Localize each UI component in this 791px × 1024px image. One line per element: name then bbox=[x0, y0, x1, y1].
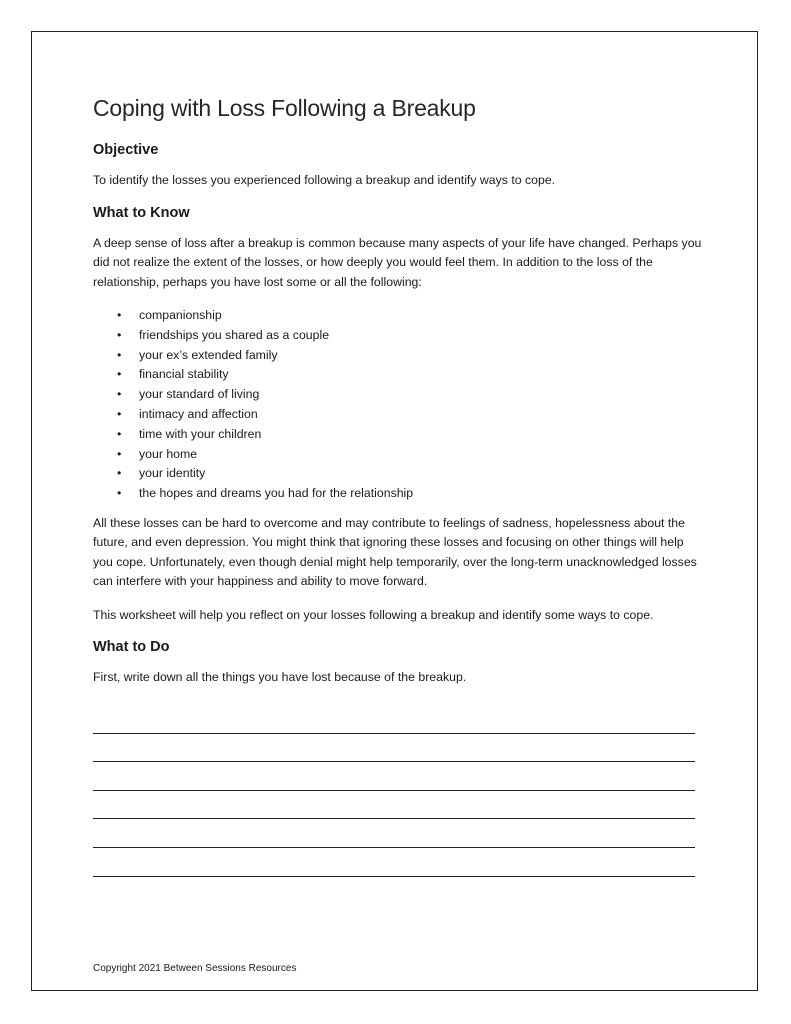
bullet-icon: • bbox=[117, 426, 122, 441]
write-line-4[interactable] bbox=[93, 791, 695, 820]
list-item: • your home bbox=[93, 445, 703, 465]
write-line-5[interactable] bbox=[93, 819, 695, 848]
bullet-icon: • bbox=[117, 406, 122, 421]
write-line-1[interactable] bbox=[93, 705, 695, 734]
what-to-know-intro: A deep sense of loss after a breakup is common because many aspects of your life have changed. Perhaps you did not realize the extent of the losses, or how deeply you would feel them. In addition to the loss of the relationship, perhaps you have lost some or all the following: bbox=[93, 235, 702, 289]
bullet-icon: • bbox=[117, 387, 122, 402]
list-item: • your identity bbox=[93, 464, 703, 484]
page-title: Coping with Loss Following a Breakup bbox=[93, 95, 476, 121]
list-item: • your standard of living bbox=[93, 385, 703, 405]
bullet-icon: • bbox=[117, 347, 122, 362]
list-item: • friendships you shared as a couple bbox=[93, 326, 703, 346]
bullet-icon: • bbox=[117, 367, 122, 382]
what-to-know-paragraph-3: This worksheet will help you reflect on your losses following a breakup and identify some ways to cope. bbox=[93, 607, 654, 622]
write-line-6[interactable] bbox=[93, 848, 695, 877]
bullet-icon: • bbox=[117, 308, 122, 322]
list-item: • your ex’s extended family bbox=[93, 346, 703, 366]
worksheet-content bbox=[93, 95, 703, 877]
list-item: • intimacy and affection bbox=[93, 405, 703, 425]
loss-list bbox=[93, 306, 703, 504]
write-line-3[interactable] bbox=[93, 762, 695, 791]
objective-heading: Objective bbox=[93, 142, 159, 158]
bullet-icon: • bbox=[117, 446, 122, 461]
list-item: • companionship bbox=[93, 306, 703, 326]
write-lines bbox=[93, 705, 703, 877]
bullet-icon: • bbox=[117, 486, 122, 501]
list-item: • financial stability bbox=[93, 365, 703, 385]
what-to-know-paragraph-2: All these losses can be hard to overcome and may contribute to feelings of sadness, hopelessness about the future, and even depression. You might think that ignoring these losses and focusing on other things will help you cope. Unfortunately, even though denial might help temporarily, over the long-term unacknowledged losses can interfere with your happiness and ability to move forward. bbox=[93, 515, 697, 589]
write-line-2[interactable] bbox=[93, 734, 695, 763]
list-item: • time with your children bbox=[93, 425, 703, 445]
list-item: • the hopes and dreams you had for the relationship bbox=[93, 484, 703, 504]
copyright-footer: Copyright 2021 Between Sessions Resources bbox=[93, 963, 297, 974]
bullet-icon: • bbox=[117, 466, 122, 481]
objective-text: To identify the losses you experienced following a breakup and identify ways to cope. bbox=[93, 173, 556, 187]
what-to-know-heading: What to Know bbox=[93, 204, 190, 221]
bullet-icon: • bbox=[117, 327, 122, 342]
what-to-do-instruction: First, write down all the things you have lost because of the breakup. bbox=[93, 670, 467, 685]
what-to-do-heading: What to Do bbox=[93, 639, 170, 656]
